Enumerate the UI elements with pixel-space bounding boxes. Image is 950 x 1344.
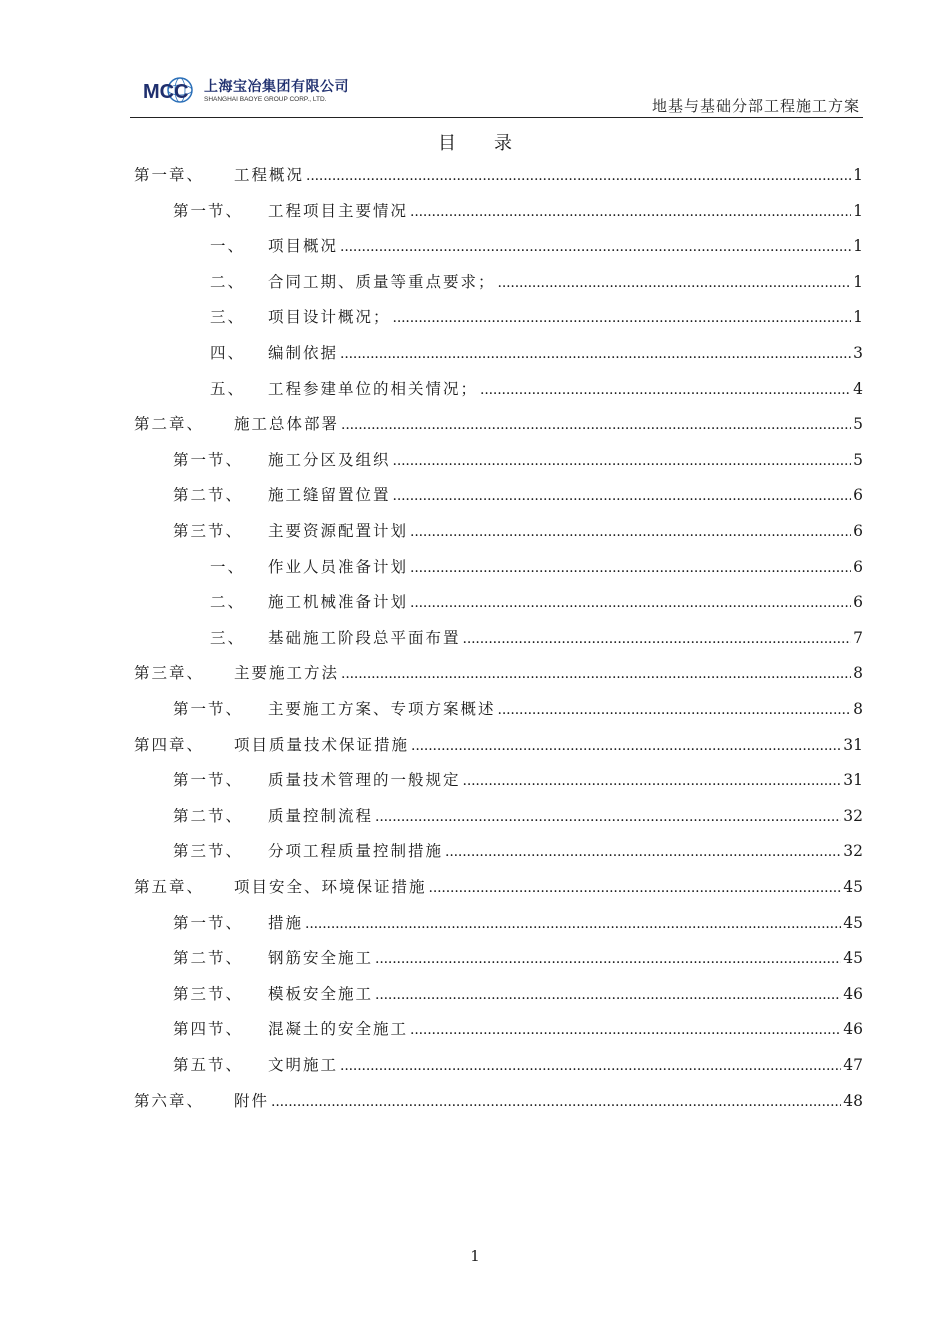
toc-entry[interactable]	[134, 658, 863, 688]
toc-entry-page: 45	[843, 913, 863, 932]
toc-entry-number: 第三章、	[134, 664, 205, 683]
toc-entry-page: 45	[843, 878, 863, 896]
toc-entry-page: 32	[843, 806, 863, 825]
toc-dot-leader	[340, 339, 851, 369]
toc-entry-page: 31	[843, 771, 863, 790]
toc-entry-page: 47	[843, 1056, 863, 1074]
toc-entry-page: 45	[843, 949, 863, 968]
logo-mark-text: MCC	[143, 81, 189, 103]
toc-dot-leader	[480, 375, 851, 405]
toc-entry-title: 基础施工阶段总平面布置	[268, 628, 461, 647]
toc-entry[interactable]	[210, 302, 863, 332]
toc-entry[interactable]	[173, 943, 863, 973]
header-divider	[130, 117, 863, 118]
toc-entry-title: 主要施工方案、专项方案概述	[268, 700, 496, 718]
toc-entry-page: 1	[853, 237, 863, 256]
toc-entry-page: 1	[853, 201, 863, 220]
toc-entry-title: 质量控制流程	[268, 806, 374, 825]
toc-heading	[0, 129, 950, 155]
toc-entry[interactable]	[210, 231, 863, 261]
toc-entry[interactable]	[173, 694, 863, 724]
toc-entry-page: 31	[843, 735, 863, 754]
toc-entry-title: 项目质量技术保证措施	[234, 735, 410, 754]
page-number: 1	[470, 1247, 480, 1265]
toc-entry-number: 第一节、	[173, 201, 244, 220]
toc-entry[interactable]	[210, 338, 863, 368]
toc-entry-page: 1	[853, 166, 863, 184]
toc-entry-page: 7	[853, 628, 863, 647]
toc-entry-number: 第二节、	[173, 806, 244, 825]
toc-dot-leader	[340, 1051, 841, 1081]
toc-dot-leader	[375, 802, 841, 832]
toc-entry-title: 分项工程质量控制措施	[268, 842, 444, 861]
toc-entry-page: 5	[853, 415, 863, 434]
toc-dot-leader	[463, 624, 852, 654]
toc-dot-leader	[463, 766, 842, 796]
toc-entry[interactable]	[173, 979, 863, 1009]
toc-dot-leader	[271, 1087, 841, 1117]
toc-dot-leader	[445, 837, 841, 867]
toc-dot-leader	[411, 731, 841, 761]
toc-entry-title: 措施	[268, 913, 304, 932]
toc-entry-page: 8	[853, 664, 863, 683]
toc-entry-number: 三、	[210, 308, 246, 327]
toc-entry-number: 二、	[210, 272, 246, 291]
toc-entry-title: 钢筋安全施工	[268, 949, 374, 968]
toc-entry-page: 6	[853, 593, 863, 612]
toc-entry-number: 五、	[210, 379, 246, 398]
toc-entry-page: 3	[853, 344, 863, 362]
toc-dot-leader	[393, 446, 852, 476]
toc-entry-page: 6	[853, 522, 863, 540]
toc-entry[interactable]	[173, 908, 863, 938]
toc-entry-number: 第二节、	[173, 486, 244, 505]
toc-entry-number: 第三节、	[173, 842, 244, 861]
toc-entry-title: 编制依据	[268, 344, 339, 362]
toc-entry-title: 工程概况	[234, 166, 305, 184]
toc-entry-title: 项目安全、环境保证措施	[234, 878, 427, 896]
toc-dot-leader	[341, 659, 851, 689]
toc-entry-number: 第五节、	[173, 1056, 244, 1074]
toc-entry-page: 4	[853, 379, 863, 398]
toc-entry-page: 46	[843, 984, 863, 1003]
toc-entry[interactable]	[134, 409, 863, 439]
toc-dot-leader	[410, 517, 851, 547]
toc-entry-number: 第一节、	[173, 771, 244, 790]
toc-entry-page: 1	[853, 308, 863, 327]
toc-entry[interactable]	[173, 765, 863, 795]
logo-company-name-cn: 上海宝冶集团有限公司	[204, 79, 349, 95]
toc-entry-page: 6	[853, 557, 863, 576]
toc-entry-page: 6	[853, 486, 863, 505]
toc-heading-char-1: 目	[438, 133, 456, 154]
toc-entry[interactable]	[134, 160, 863, 190]
toc-entry[interactable]	[210, 587, 863, 617]
toc-entry-title: 主要资源配置计划	[268, 522, 409, 540]
toc-dot-leader	[393, 303, 852, 333]
toc-entry[interactable]	[134, 872, 863, 902]
toc-entry-title: 施工总体部署	[234, 415, 340, 434]
toc-entry-number: 第四节、	[173, 1020, 244, 1039]
toc-entry-title: 模板安全施工	[268, 984, 374, 1003]
toc-entry-number: 第一节、	[173, 700, 244, 718]
toc-entry-title: 项目概况	[268, 237, 339, 256]
toc-dot-leader	[375, 944, 841, 974]
toc-dot-leader	[340, 232, 851, 262]
mcc-logo-icon	[142, 76, 200, 104]
toc-entry-number: 第五章、	[134, 878, 205, 896]
toc-entry[interactable]	[173, 1014, 863, 1044]
toc-entry-number: 一、	[210, 557, 246, 576]
toc-dot-leader	[498, 695, 852, 725]
toc-entry-number: 第六章、	[134, 1091, 205, 1110]
toc-entry-title: 施工分区及组织	[268, 450, 391, 469]
toc-entry[interactable]	[173, 196, 863, 226]
toc-entry-number: 四、	[210, 344, 246, 362]
toc-entry-title: 工程项目主要情况	[268, 201, 409, 220]
toc-dot-leader	[410, 197, 851, 227]
toc-entry-title: 施工缝留置位置	[268, 486, 391, 505]
toc-entry-title: 质量技术管理的一般规定	[268, 771, 461, 790]
logo-company-name-en: SHANGHAI BAOYE GROUP CORP., LTD.	[204, 96, 327, 103]
toc-entry-number: 三、	[210, 628, 246, 647]
toc-entry-title: 项目设计概况；	[268, 308, 391, 327]
toc-entry-page: 48	[843, 1091, 863, 1110]
toc-entry[interactable]	[210, 552, 863, 582]
toc-entry-page: 8	[853, 700, 863, 718]
document-title: 地基与基础分部工程施工方案	[651, 97, 860, 115]
toc-entry-title: 混凝土的安全施工	[268, 1020, 409, 1039]
toc-entry-title: 合同工期、质量等重点要求；	[268, 272, 496, 291]
toc-dot-leader	[410, 553, 851, 583]
toc-entry[interactable]	[173, 801, 863, 831]
toc-entry-number: 第三节、	[173, 522, 244, 540]
toc-entry-number: 第四章、	[134, 735, 205, 754]
toc-entry-number: 第一节、	[173, 913, 244, 932]
toc-entry[interactable]	[134, 1086, 863, 1116]
toc-dot-leader	[410, 1015, 841, 1045]
toc-entry-page: 46	[843, 1020, 863, 1039]
toc-entry[interactable]	[210, 267, 863, 297]
toc-entry-number: 第一节、	[173, 450, 244, 469]
toc-entry-title: 作业人员准备计划	[268, 557, 409, 576]
toc-entry-title: 附件	[234, 1091, 270, 1110]
toc-entry[interactable]	[173, 516, 863, 546]
toc-dot-leader	[429, 873, 842, 903]
toc-entry-number: 第三节、	[173, 984, 244, 1003]
toc-entry[interactable]	[210, 374, 863, 404]
toc-dot-leader	[410, 588, 851, 618]
toc-entry-page: 5	[853, 450, 863, 469]
toc-dot-leader	[375, 980, 841, 1010]
toc-dot-leader	[341, 410, 851, 440]
toc-entry[interactable]	[173, 480, 863, 510]
toc-entry-number: 第二节、	[173, 949, 244, 968]
toc-entry-title: 文明施工	[268, 1056, 339, 1074]
toc-dot-leader	[393, 481, 852, 511]
toc-entry-title: 工程参建单位的相关情况；	[268, 379, 479, 398]
toc-entry[interactable]	[134, 730, 863, 760]
toc-entry-title: 施工机械准备计划	[268, 593, 409, 612]
toc-entry[interactable]	[210, 623, 863, 653]
toc-entry-number: 二、	[210, 593, 246, 612]
toc-entry-page: 32	[843, 842, 863, 861]
toc-heading-char-2: 录	[494, 133, 512, 154]
toc-dot-leader	[498, 268, 852, 298]
toc-entry-number: 第二章、	[134, 415, 205, 434]
toc-entry[interactable]	[173, 1050, 863, 1080]
toc-entry-page: 1	[853, 272, 863, 291]
toc-entry-number: 第一章、	[134, 166, 205, 184]
toc-dot-leader	[306, 161, 851, 191]
toc-dot-leader	[305, 909, 841, 939]
toc-entry[interactable]	[173, 445, 863, 475]
toc-entry-title: 主要施工方法	[234, 664, 340, 683]
toc-entry[interactable]	[173, 836, 863, 866]
toc-entry-number: 一、	[210, 237, 246, 256]
